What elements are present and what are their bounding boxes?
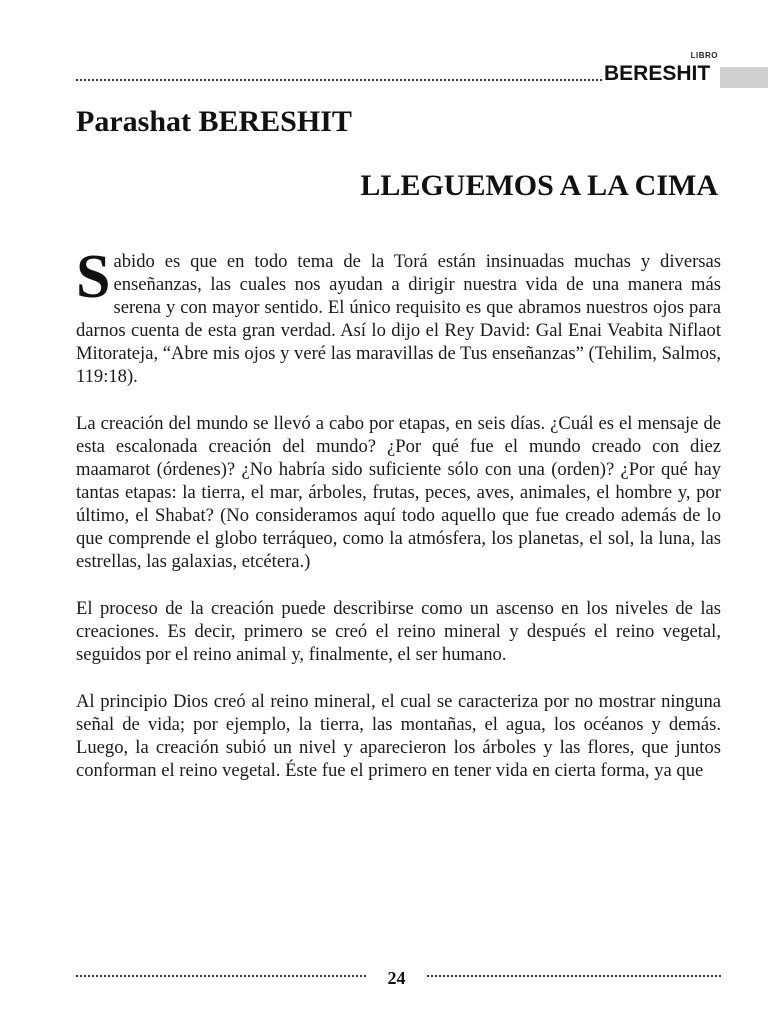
book-label: LIBRO xyxy=(690,51,718,60)
paragraph-1-text: abido es que en todo tema de la Torá están insinuadas muchas y diversas enseñanzas, las cuales nos ayudan a dirigir nuestra vida de una manera más serena y con mayor sentido. El único requisito es que abramos nuestros ojos para darnos cuenta de esta gran verdad. Así lo dijo el Rey David: Gal Enai Veabita Niflaot Mitorateja, “Abre mis ojos y veré las maravillas de Tus enseñanzas” (Tehilim, Salmos, 119:18). xyxy=(76,251,721,387)
parasha-title: Parashat BERESHIT xyxy=(76,105,352,138)
page-number: 24 xyxy=(387,968,406,988)
article-body xyxy=(76,243,721,806)
article-title: LLEGUEMOS A LA CIMA xyxy=(360,169,718,202)
drop-cap: S xyxy=(76,243,111,311)
paragraph-3: El proceso de la creación puede describirse como un ascenso en los niveles de las creaciones. Es decir, primero se creó el reino mineral y después el reino vegetal, seguidos por el reino animal y, finalmente, el ser humano. xyxy=(76,598,721,665)
footer-dotted-rule-right xyxy=(427,967,721,977)
paragraph-4: Al principio Dios creó al reino mineral, el cual se caracteriza por no mostrar ninguna señal de vida; por ejemplo, la tierra, las montañas, el agua, los océanos y demás. Luego, la creación subió un nivel y aparecieron los árboles y las flores, que juntos conforman el reino vegetal. Éste fue el primero en tener vida en cierta forma, ya que xyxy=(76,691,721,781)
book-name: BERESHIT xyxy=(604,62,711,85)
header-dotted-rule xyxy=(76,69,602,81)
paragraph-1 xyxy=(76,243,721,388)
paragraph-2: La creación del mundo se llevó a cabo por etapas, en seis días. ¿Cuál es el mensaje de esta escalonada creación del mundo? ¿Por qué fue el mundo creado con diez maamarot (órdenes)? ¿No habría sido suficiente sólo con una (orden)? ¿Por qué hay tantas etapas: la tierra, el mar, árboles, frutas, peces, aves, animales, el hombre y, por último, el Shabat? (No consideramos aquí todo aquello que fue creado además de lo que comprende el globo terráqueo, como la atmósfera, los planetas, el sol, la luna, las estrellas, las galaxias, etcétera.) xyxy=(76,413,721,572)
footer-dotted-rule-left xyxy=(76,967,366,977)
header-tab-marker xyxy=(720,67,768,88)
